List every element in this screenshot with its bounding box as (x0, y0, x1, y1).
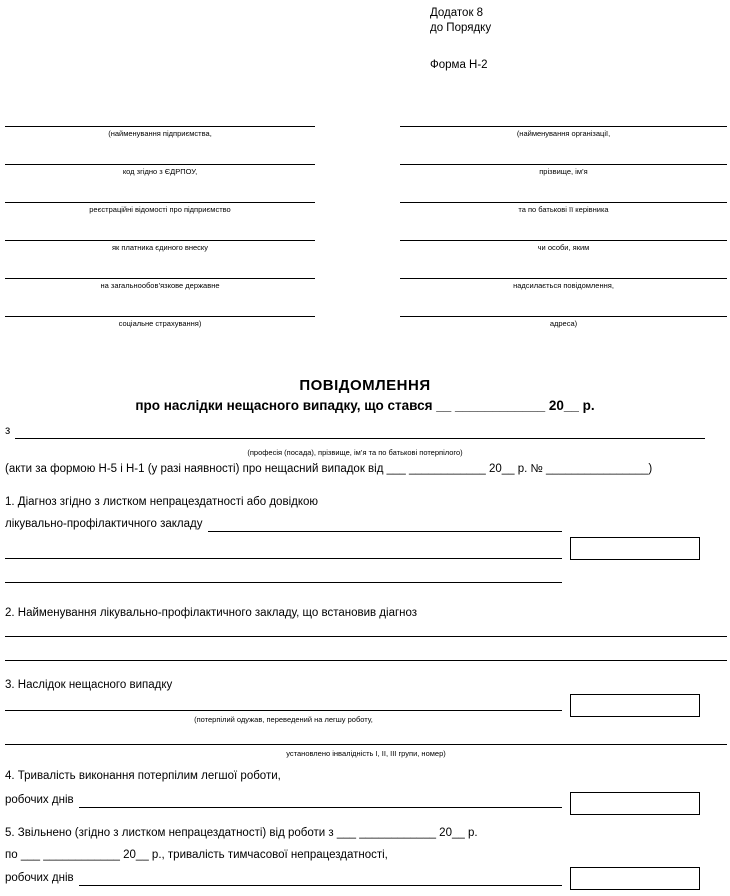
victim-prefix: з (5, 425, 11, 437)
field-caption: як платника єдиного внеску (111, 243, 209, 252)
form-field (5, 178, 315, 216)
section-4-text: робочих днів (5, 794, 74, 806)
field-caption: соціальне страхування) (118, 319, 202, 328)
blank-line[interactable] (400, 216, 727, 241)
blank-line[interactable] (5, 292, 315, 317)
section-1-row (5, 517, 562, 532)
section-1-text: лікувально-профілактичного закладу (5, 518, 203, 530)
blank-line[interactable] (400, 178, 727, 203)
document-subtitle: про наслідки нещасного випадку, що стався __ ____________ 20__ р. (135, 398, 595, 413)
consequence-code-box[interactable] (570, 694, 700, 717)
document-title: ПОВІДОМЛЕННЯ (299, 377, 431, 394)
blank-line[interactable] (5, 616, 727, 637)
field-caption: (найменування підприємства, (108, 129, 212, 138)
acts-line: (акти за формою Н-5 і Н-1 (у разі наявності) про нещасний випадок від ___ ____________ 20__ р. № ________________) (5, 463, 653, 475)
field-caption: надсилається повідомлення, (513, 281, 614, 290)
blank-line[interactable] (400, 140, 727, 165)
form-field (5, 292, 315, 330)
blank-line[interactable] (5, 690, 562, 711)
section-3-heading: 3. Наслідок нещасного випадку (5, 679, 173, 691)
enterprise-column (5, 102, 315, 330)
blank-line[interactable] (79, 793, 562, 808)
victim-caption: (професія (посада), прізвище, ім’я та по батькові потерпілого) (247, 448, 463, 457)
blank-line[interactable] (5, 724, 727, 745)
blank-line[interactable] (5, 538, 562, 559)
blank-line[interactable] (5, 562, 562, 583)
field-caption: (найменування організації, (516, 129, 611, 138)
section-4-heading: 4. Тривалість виконання потерпілим легшої роботи, (5, 770, 281, 782)
form-field (5, 216, 315, 254)
field-caption: та по батькові її керівника (518, 205, 609, 214)
blank-line[interactable] (5, 178, 315, 203)
field-caption: реєстраційні відомості про підприємство (89, 205, 231, 214)
blank-line[interactable] (400, 254, 727, 279)
section-2-heading: 2. Найменування лікувально-профілактичного закладу, що встановив діагноз (5, 607, 418, 619)
section-5-line-2: по ___ ____________ 20__ р., тривалість тимчасової непрацездатності, (5, 849, 388, 861)
to-order-label: до Порядку (430, 22, 492, 34)
blank-line[interactable] (208, 517, 563, 532)
victim-blank-line[interactable] (15, 424, 705, 439)
blank-line[interactable] (5, 254, 315, 279)
section-5-text: робочих днів (5, 872, 74, 884)
form-field (400, 178, 727, 216)
blank-line[interactable] (5, 140, 315, 165)
form-field (5, 254, 315, 292)
form-field (400, 216, 727, 254)
section-4-row (5, 793, 562, 808)
blank-line[interactable] (5, 216, 315, 241)
section-5-row (5, 871, 562, 886)
blank-line[interactable] (5, 102, 315, 127)
light-work-days-box[interactable] (570, 792, 700, 815)
form-number-label: Форма Н-2 (430, 59, 488, 71)
form-field (400, 254, 727, 292)
form-field (5, 102, 315, 140)
blank-line[interactable] (79, 871, 562, 886)
form-field (400, 140, 727, 178)
blank-line[interactable] (5, 640, 727, 661)
diagnosis-code-box[interactable] (570, 537, 700, 560)
field-caption: код згідно з ЄДРПОУ, (122, 167, 198, 176)
field-caption: чи особи, яким (537, 243, 590, 252)
appendix-label: Додаток 8 (430, 7, 484, 19)
section-1-heading: 1. Діагноз згідно з листком непрацездатності або довідкою (5, 496, 319, 508)
section-5-heading: 5. Звільнено (згідно з листком непрацездатності) від роботи з ___ ____________ 20__ р. (5, 827, 478, 839)
consequence-caption-1: (потерпілий одужав, переведений на легшу роботу, (194, 715, 373, 724)
blank-line[interactable] (400, 292, 727, 317)
form-field (5, 140, 315, 178)
field-caption: на загальнообов’язкове державне (100, 281, 220, 290)
blank-line[interactable] (400, 102, 727, 127)
consequence-caption-2: установлено інвалідність I, II, III групи, номер) (286, 749, 446, 758)
victim-row (5, 424, 705, 439)
form-field (400, 292, 727, 330)
recipient-column (400, 102, 727, 330)
field-caption: прізвище, ім’я (539, 167, 588, 176)
field-caption: адреса) (549, 319, 578, 328)
form-field (400, 102, 727, 140)
incapacity-days-box[interactable] (570, 867, 700, 890)
